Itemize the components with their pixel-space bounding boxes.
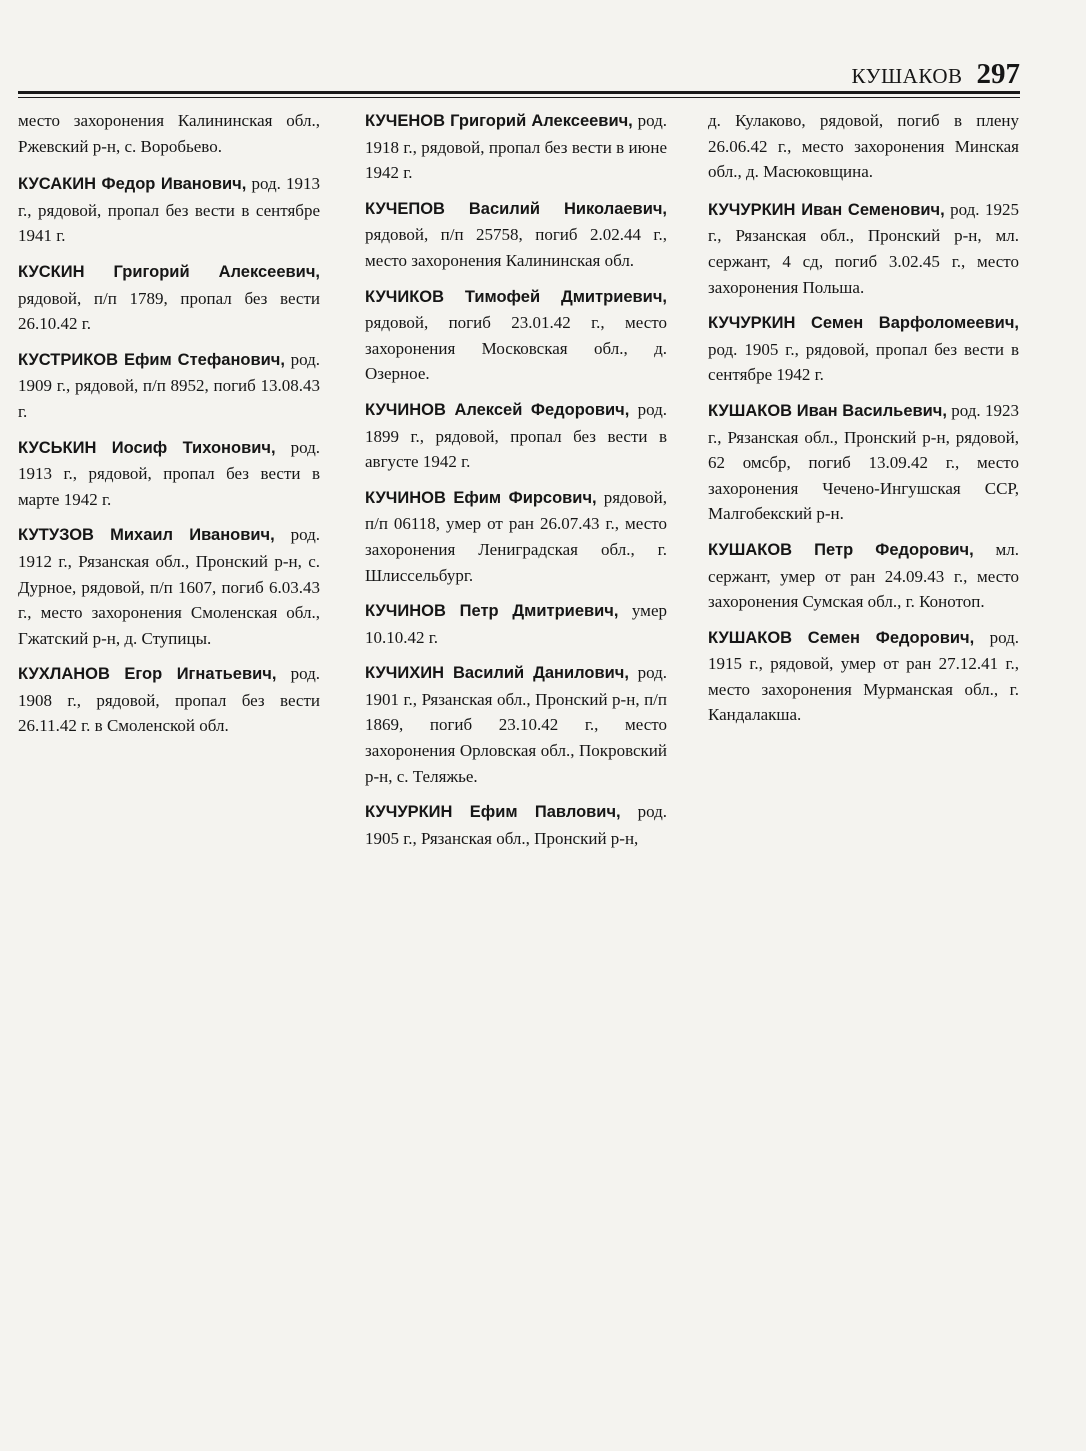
- entry: [18, 259, 320, 337]
- entry: [365, 598, 667, 650]
- entry-name: КУЧИХИН Василий Данилович,: [365, 664, 629, 683]
- entry-name: КУЧУРКИН Иван Семенович,: [708, 200, 945, 219]
- entry: [18, 435, 320, 513]
- entry-name: КУШАКОВ Иван Васильевич,: [708, 401, 947, 420]
- text-column-2: [365, 108, 667, 861]
- entry: [365, 485, 667, 588]
- entry: [365, 660, 667, 789]
- entry-text: рядовой, п/п 25758, погиб 2.02.44 г., место захоронения Калининская обл.: [365, 225, 667, 270]
- entry: [365, 196, 667, 274]
- header-rule-thin: [18, 97, 1020, 98]
- entry-text: род. 1915 г., рядовой, умер от ран 27.12.41 г., место захоронения Мурманская обл., г. Кандалакша.: [708, 627, 1019, 725]
- entry-name: КУТУЗОВ Михаил Иванович,: [18, 526, 275, 545]
- entry-name: КУЧУРКИН Ефим Павлович,: [365, 803, 621, 822]
- running-head: [852, 58, 1020, 91]
- header-rule: [18, 91, 1020, 94]
- entry-name: КУСКИН Григорий Алексеевич,: [18, 262, 320, 281]
- entry-text: умер 10.10.42 г.: [365, 601, 667, 647]
- entry-text: род. 1913 г., рядовой, пропал без вести в марте 1942 г.: [18, 437, 320, 509]
- entry-name: КУСЬКИН Иосиф Тихонович,: [18, 438, 276, 457]
- entry-name: КУХЛАНОВ Егор Игнатьевич,: [18, 665, 277, 684]
- entry-name: КУЧИНОВ Алексей Федорович,: [365, 400, 630, 419]
- entry-name: КУЧЕНОВ Григорий Алексеевич,: [365, 112, 633, 130]
- entry-text: рядовой, погиб 23.01.42 г., место захоронения Московская обл., д. Озерное.: [365, 313, 667, 384]
- entry-text: род. 1918 г., рядовой, пропал без вести в июне 1942 г.: [365, 111, 667, 183]
- entry-text: род. 1909 г., рядовой, п/п 8952, погиб 13.08.43 г.: [18, 349, 320, 421]
- entry-name: КУЧИКОВ Тимофей Дмитриевич,: [365, 287, 667, 306]
- entry-text: рядовой, п/п 06118, умер от ран 26.07.43 г., место захоронения Лениградская обл., г. Шлиссельбург.: [365, 487, 667, 585]
- entry-name: КУСТРИКОВ Ефим Стефанович,: [18, 350, 285, 369]
- entry: [18, 661, 320, 739]
- entry-text: род. 1899 г., рядовой, пропал без вести в августе 1942 г.: [365, 399, 667, 472]
- page-number: 297: [976, 58, 1020, 90]
- entry: [365, 799, 667, 851]
- entry-name: КУСАКИН Федор Иванович,: [18, 175, 247, 194]
- entry-text: рядовой, п/п 1789, пропал без вести 26.10.42 г.: [18, 288, 320, 334]
- entry-text: д. Кулаково, рядовой, погиб в плену 26.06.42 г., место захоронения Минская обл., д. Масюковщина.: [708, 111, 1019, 182]
- entry: [18, 347, 320, 425]
- entry: [708, 398, 1019, 527]
- entry-name: КУШАКОВ Семен Федорович,: [708, 628, 975, 647]
- entry-name: КУЧИНОВ Петр Дмитриевич,: [365, 602, 619, 621]
- entry-text: род. 1901 г., Рязанская обл., Пронский р-н, п/п 1869, погиб 23.10.42 г., место захоронения Орловская обл., Покровский р-н, с. Теляжье.: [365, 663, 667, 786]
- entry-text: род. 1905 г., рядовой, пропал без вести в сентябре 1942 г.: [708, 339, 1019, 385]
- entry-text: род. 1912 г., Рязанская обл., Пронский р-н, с. Дурное, рядовой, п/п 1607, погиб 6.03.43 г., место захоронения Смоленская обл., Гжатский р-н, д. Ступицы.: [18, 525, 320, 648]
- entry-continuation: [708, 108, 1019, 185]
- entry: [708, 625, 1019, 728]
- entry: [708, 537, 1019, 615]
- entry: [708, 310, 1019, 388]
- entry-name: КУЧУРКИН Семен Варфоломеевич,: [708, 314, 1019, 333]
- entry: [365, 108, 667, 186]
- entry-text: место захоронения Калининская обл., Ржевский р-н, с. Воробьево.: [18, 111, 320, 156]
- entry-name: КУЧИНОВ Ефим Фирсович,: [365, 488, 597, 507]
- text-column-3: [708, 108, 1019, 738]
- entry: [365, 397, 667, 475]
- entry-name: КУЧЕПОВ Василий Николаевич,: [365, 199, 667, 218]
- page-header: [18, 52, 1020, 100]
- entry: [365, 284, 667, 387]
- entry-text: род. 1908 г., рядовой, пропал без вести 26.11.42 г. в Смоленской обл.: [18, 664, 320, 736]
- entry-text: род. 1923 г., Рязанская обл., Пронский р-н, рядовой, 62 омсбр, погиб 13.09.42 г., место захоронения Чечено-Ингушская ССР, Малгобекский р-н.: [708, 400, 1019, 524]
- entry: [708, 197, 1019, 300]
- entry-text: мл. сержант, умер от ран 24.09.43 г., место захоронения Сумская обл., г. Конотоп.: [708, 539, 1019, 612]
- entry: [18, 522, 320, 651]
- text-column-1: [18, 108, 320, 749]
- entry: [18, 171, 320, 249]
- entry-text: род. 1913 г., рядовой, пропал без вести в сентябре 1941 г.: [18, 174, 320, 246]
- entry-continuation: [18, 108, 320, 159]
- running-head-surname: КУШАКОВ: [851, 64, 963, 88]
- entry-text: род. 1925 г., Рязанская обл., Пронский р-н, мл. сержант, 4 сд, погиб 3.02.45 г., место захоронения Польша.: [708, 199, 1019, 297]
- entry-name: КУШАКОВ Петр Федорович,: [708, 540, 974, 559]
- entry-text: род. 1905 г., Рязанская обл., Пронский р-н,: [365, 802, 667, 848]
